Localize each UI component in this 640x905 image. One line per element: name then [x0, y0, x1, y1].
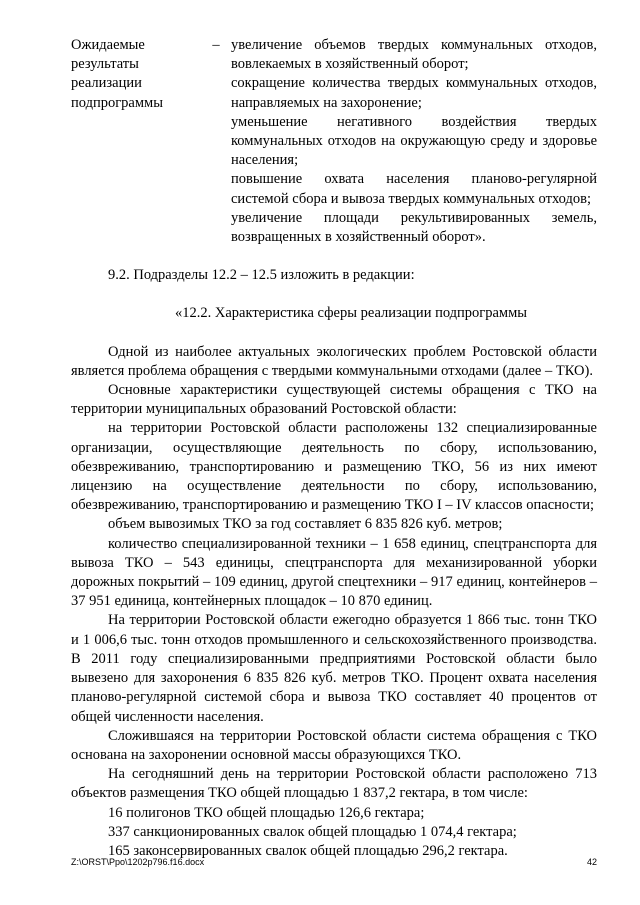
paragraph: Одной из наиболее актуальных экологических проблем Ростовской области является проблема обращения с твердыми коммунальными отходами (далее – ТКО).	[71, 343, 597, 379]
result-item: увеличение объемов твердых коммунальных отходов, вовлекаемых в хозяйственный оборот;	[231, 37, 597, 73]
paragraph: на территории Ростовской области расположены 132 специализированные организации, осуществляющие деятельность по сбору, использованию, обезвреживанию, транспортированию и размещению ТКО, 56 из них имеют лицензию на осуществление деятельности по сбору, использованию, обезвреживанию, транспортированию и размещению ТКО I – IV классов опасности;	[71, 420, 597, 514]
label-line: реализации	[71, 75, 142, 92]
label-line: Ожидаемые	[71, 37, 145, 53]
section-instruction: 9.2. Подразделы 12.2 – 12.5 изложить в редакции:	[108, 267, 415, 284]
label-line: подпрограммы	[71, 94, 163, 111]
footer-file-path: Z:\ORST\Ppo\1202p796.f16.docx	[71, 857, 205, 867]
paragraph: количество специализированной техники – 1 658 единиц, спецтранспорта для вывоза ТКО – 543 единицы, спецтранспорта для механизированной уборки дорожных покрытий – 109 единиц, другой спецтехники – 917 единиц, контейнеров – 37 951 единица, контейнерных площадок – 10 870 единиц.	[71, 535, 597, 610]
expected-results-list	[231, 36, 597, 247]
results-dash: –	[212, 37, 220, 53]
label-line: результаты	[71, 56, 139, 73]
result-item: повышение охвата населения планово-регулярной системой сбора и вывоза твердых коммунальных отходов;	[231, 171, 597, 207]
paragraph: 16 полигонов ТКО общей площадью 126,6 гектара;	[108, 804, 425, 821]
result-item: уменьшение негативного воздействия твердых коммунальных отходов на окружающую среду и здоровье населения;	[231, 113, 597, 169]
expected-results-block	[71, 36, 597, 247]
result-item: увеличение площади рекультивированных земель, возвращенных в хозяйственный оборот».	[231, 209, 597, 246]
paragraph: На сегодняшний день на территории Ростовской области расположено 713 объектов размещения ТКО общей площадью 1 837,2 гектара, в том числе:	[71, 766, 597, 802]
paragraph: Сложившаяся на территории Ростовской области система обращения с ТКО основана на захоронении основной массы образующихся ТКО.	[71, 727, 597, 763]
paragraph: 165 законсервированных свалок общей площадью 296,2 гектара.	[108, 842, 508, 859]
section-heading: «12.2. Характеристика сферы реализации подпрограммы	[175, 305, 528, 322]
document-page	[71, 36, 597, 861]
page-number: 42	[586, 857, 597, 867]
body-text	[71, 343, 597, 861]
paragraph: Основные характеристики существующей системы обращения с ТКО на территории муниципальных образований Ростовской области:	[71, 382, 597, 418]
expected-results-label	[71, 36, 201, 113]
paragraph: На территории Ростовской области ежегодно образуется 1 866 тыс. тонн ТКО и 1 006,6 тыс. тонн отходов промышленного и сельскохозяйственного производства. В 2011 году специализированными предприятиями Ростовской области было вывезено для захоронения 6 835 826 куб. метров ТКО. Процент охвата населения планово-регулярной системой сбора и вывоза ТКО составляет 40 процентов от общей численности населения.	[71, 612, 597, 725]
paragraph: объем вывозимых ТКО за год составляет 6 835 826 куб. метров;	[108, 516, 503, 533]
result-item: сокращение количества твердых коммунальных отходов, направляемых на захоронение;	[231, 75, 597, 111]
paragraph: 337 санкционированных свалок общей площадью 1 074,4 гектара;	[108, 823, 517, 840]
